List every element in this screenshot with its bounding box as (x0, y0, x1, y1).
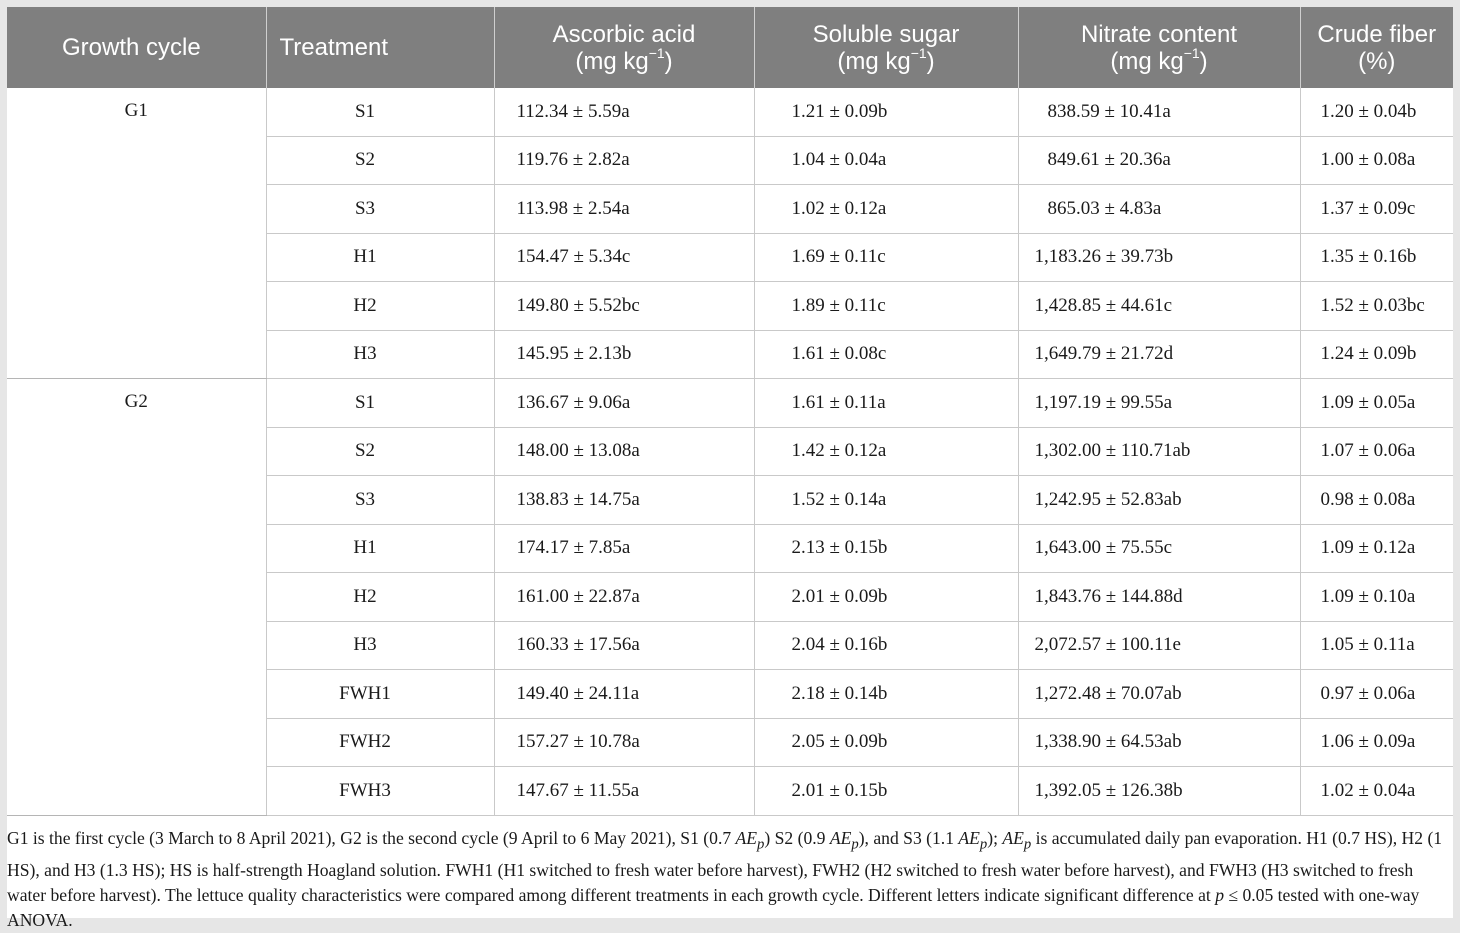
crude-fiber-cell: 0.98 ± 0.08a (1300, 476, 1453, 525)
header-nitrate-title: Nitrate content (1080, 20, 1238, 48)
soluble-sugar-cell: 2.01 ± 0.15b (754, 767, 1018, 816)
footnote-text: ≤ 0.05 tested with one-way ANOVA. (7, 884, 1420, 930)
ascorbic-acid-cell: 112.34 ± 5.59a (494, 88, 754, 136)
table-row (7, 379, 1453, 428)
footnote-subscript: p (1023, 836, 1032, 853)
ascorbic-acid-cell: 157.27 ± 10.78a (494, 718, 754, 767)
unit-text: (mg kg (1110, 47, 1184, 75)
unit-text: (mg kg (575, 47, 649, 75)
crude-fiber-cell: 1.37 ± 0.09c (1300, 185, 1453, 234)
soluble-sugar-cell: 1.04 ± 0.04a (754, 136, 1018, 185)
table-row (7, 88, 1453, 136)
nitrate-content-cell: 1,649.79 ± 21.72d (1018, 330, 1300, 379)
soluble-sugar-cell: 2.05 ± 0.09b (754, 718, 1018, 767)
ascorbic-acid-cell: 113.98 ± 2.54a (494, 185, 754, 234)
soluble-sugar-cell: 2.01 ± 0.09b (754, 573, 1018, 622)
ascorbic-acid-cell: 149.40 ± 24.11a (494, 670, 754, 719)
treatment-cell: H3 (266, 621, 494, 670)
nitrate-content-cell: 1,272.48 ± 70.07ab (1018, 670, 1300, 719)
footnote-text: ) S2 (0.9 (764, 828, 830, 848)
header-sugar-unit (837, 44, 935, 75)
soluble-sugar-cell: 1.61 ± 0.08c (754, 330, 1018, 379)
soluble-sugar-cell: 2.18 ± 0.14b (754, 670, 1018, 719)
ascorbic-acid-cell: 149.80 ± 5.52bc (494, 282, 754, 331)
crude-fiber-cell: 0.97 ± 0.06a (1300, 670, 1453, 719)
nitrate-content-cell: 1,338.90 ± 64.53ab (1018, 718, 1300, 767)
crude-fiber-cell: 1.00 ± 0.08a (1300, 136, 1453, 185)
footnote-text: ); (987, 828, 1003, 848)
crude-fiber-cell: 1.09 ± 0.12a (1300, 524, 1453, 573)
treatment-cell: S1 (266, 379, 494, 428)
soluble-sugar-cell: 1.69 ± 0.11c (754, 233, 1018, 282)
unit-exponent: −1 (910, 44, 927, 61)
table-body (7, 88, 1453, 815)
footnote-symbol: p (1215, 884, 1225, 905)
footnote-subscript: p (757, 836, 765, 853)
ascorbic-acid-cell: 161.00 ± 22.87a (494, 573, 754, 622)
footnote-subscript: p (979, 836, 988, 853)
header-fiber-unit: (%) (1358, 47, 1396, 75)
ascorbic-acid-cell: 174.17 ± 7.85a (494, 524, 754, 573)
ascorbic-acid-cell: 154.47 ± 5.34c (494, 233, 754, 282)
footnote-symbol: AE (829, 828, 852, 848)
ascorbic-acid-cell: 119.76 ± 2.82a (494, 136, 754, 185)
soluble-sugar-cell: 1.52 ± 0.14a (754, 476, 1018, 525)
nitrate-content-cell: 1,643.00 ± 75.55c (1018, 524, 1300, 573)
nitrate-content-cell: 849.61 ± 20.36a (1018, 136, 1300, 185)
treatment-cell: S2 (266, 136, 494, 185)
footnote-symbol: AE (958, 828, 980, 848)
nitrate-content-cell: 1,197.19 ± 99.55a (1018, 379, 1300, 428)
data-table (7, 7, 1453, 816)
unit-close: ) (926, 47, 935, 75)
crude-fiber-cell: 1.09 ± 0.10a (1300, 573, 1453, 622)
unit-text: (mg kg (837, 47, 911, 75)
footnote-text: is accumulated daily pan evaporation. H1 (0.7 HS), H2 (1 HS), and H3 (1.3 HS); HS is half-strength Hoagland solution. FWH1 (H1 switched to fresh water before harvest), FWH2 (H2 switched to fresh water before harvest), and FWH3 (H3 switched to fresh water before harvest). The lettuce quality characteristics were compared among different treatments in each growth cycle. Different letters indicate significant difference at (7, 828, 1443, 905)
footnote-symbol: AE (1002, 828, 1024, 848)
treatment-cell: S3 (266, 185, 494, 234)
header-ascorbic-title: Ascorbic acid (552, 20, 696, 48)
treatment-cell: FWH3 (266, 767, 494, 816)
soluble-sugar-cell: 2.04 ± 0.16b (754, 621, 1018, 670)
nitrate-content-cell: 2,072.57 ± 100.11e (1018, 621, 1300, 670)
crude-fiber-cell: 1.05 ± 0.11a (1300, 621, 1453, 670)
nitrate-content-cell: 865.03 ± 4.83a (1018, 185, 1300, 234)
treatment-cell: S1 (266, 88, 494, 136)
nitrate-content-cell: 1,392.05 ± 126.38b (1018, 767, 1300, 816)
footnote-text: ), and S3 (1.1 (858, 828, 959, 848)
header-nitrate-unit (1110, 44, 1208, 75)
ascorbic-acid-cell: 136.67 ± 9.06a (494, 379, 754, 428)
ascorbic-acid-cell: 138.83 ± 14.75a (494, 476, 754, 525)
treatment-cell: S2 (266, 427, 494, 476)
footnote-symbol: AE (735, 828, 758, 848)
header-fiber-title: Crude fiber (1317, 20, 1437, 48)
header-treatment: Treatment (266, 7, 494, 88)
ascorbic-acid-cell: 145.95 ± 2.13b (494, 330, 754, 379)
ascorbic-acid-cell: 160.33 ± 17.56a (494, 621, 754, 670)
treatment-cell: H1 (266, 524, 494, 573)
nitrate-content-cell: 838.59 ± 10.41a (1018, 88, 1300, 136)
header-ascorbic-acid (494, 7, 754, 88)
soluble-sugar-cell: 1.02 ± 0.12a (754, 185, 1018, 234)
nitrate-content-cell: 1,183.26 ± 39.73b (1018, 233, 1300, 282)
header-growth-cycle: Growth cycle (7, 7, 266, 88)
footnote-text: G1 is the first cycle (3 March to 8 April 2021), G2 is the second cycle (9 April to 6 May 2021), S1 (0.7 (7, 828, 736, 848)
treatment-cell: FWH2 (266, 718, 494, 767)
ascorbic-acid-cell: 148.00 ± 13.08a (494, 427, 754, 476)
treatment-cell: H3 (266, 330, 494, 379)
footnote-subscript: p (851, 836, 859, 853)
crude-fiber-cell: 1.02 ± 0.04a (1300, 767, 1453, 816)
header-ascorbic-unit (575, 44, 673, 75)
crude-fiber-cell: 1.07 ± 0.06a (1300, 427, 1453, 476)
unit-close: ) (664, 47, 673, 75)
ascorbic-acid-cell: 147.67 ± 11.55a (494, 767, 754, 816)
nitrate-content-cell: 1,843.76 ± 144.88d (1018, 573, 1300, 622)
treatment-cell: H2 (266, 282, 494, 331)
nitrate-content-cell: 1,302.00 ± 110.71ab (1018, 427, 1300, 476)
header-sugar-title: Soluble sugar (812, 20, 960, 48)
table-frame (7, 7, 1453, 930)
treatment-cell: S3 (266, 476, 494, 525)
nitrate-content-cell: 1,242.95 ± 52.83ab (1018, 476, 1300, 525)
growth-cycle-cell: G1 (7, 88, 266, 379)
unit-close: ) (1199, 47, 1208, 75)
soluble-sugar-cell: 1.89 ± 0.11c (754, 282, 1018, 331)
soluble-sugar-cell: 1.61 ± 0.11a (754, 379, 1018, 428)
treatment-cell: H2 (266, 573, 494, 622)
header-soluble-sugar (754, 7, 1018, 88)
treatment-cell: FWH1 (266, 670, 494, 719)
crude-fiber-cell: 1.24 ± 0.09b (1300, 330, 1453, 379)
crude-fiber-cell: 1.52 ± 0.03bc (1300, 282, 1453, 331)
nitrate-content-cell: 1,428.85 ± 44.61c (1018, 282, 1300, 331)
unit-exponent: −1 (648, 44, 665, 61)
crude-fiber-cell: 1.06 ± 0.09a (1300, 718, 1453, 767)
crude-fiber-cell: 1.20 ± 0.04b (1300, 88, 1453, 136)
growth-cycle-cell: G2 (7, 379, 266, 816)
crude-fiber-cell: 1.09 ± 0.05a (1300, 379, 1453, 428)
header-nitrate-content (1018, 7, 1300, 88)
table-header (7, 7, 1453, 88)
soluble-sugar-cell: 1.21 ± 0.09b (754, 88, 1018, 136)
table-footnote (7, 820, 1453, 933)
header-crude-fiber (1300, 7, 1453, 88)
soluble-sugar-cell: 2.13 ± 0.15b (754, 524, 1018, 573)
treatment-cell: H1 (266, 233, 494, 282)
soluble-sugar-cell: 1.42 ± 0.12a (754, 427, 1018, 476)
unit-exponent: −1 (1183, 44, 1200, 61)
crude-fiber-cell: 1.35 ± 0.16b (1300, 233, 1453, 282)
